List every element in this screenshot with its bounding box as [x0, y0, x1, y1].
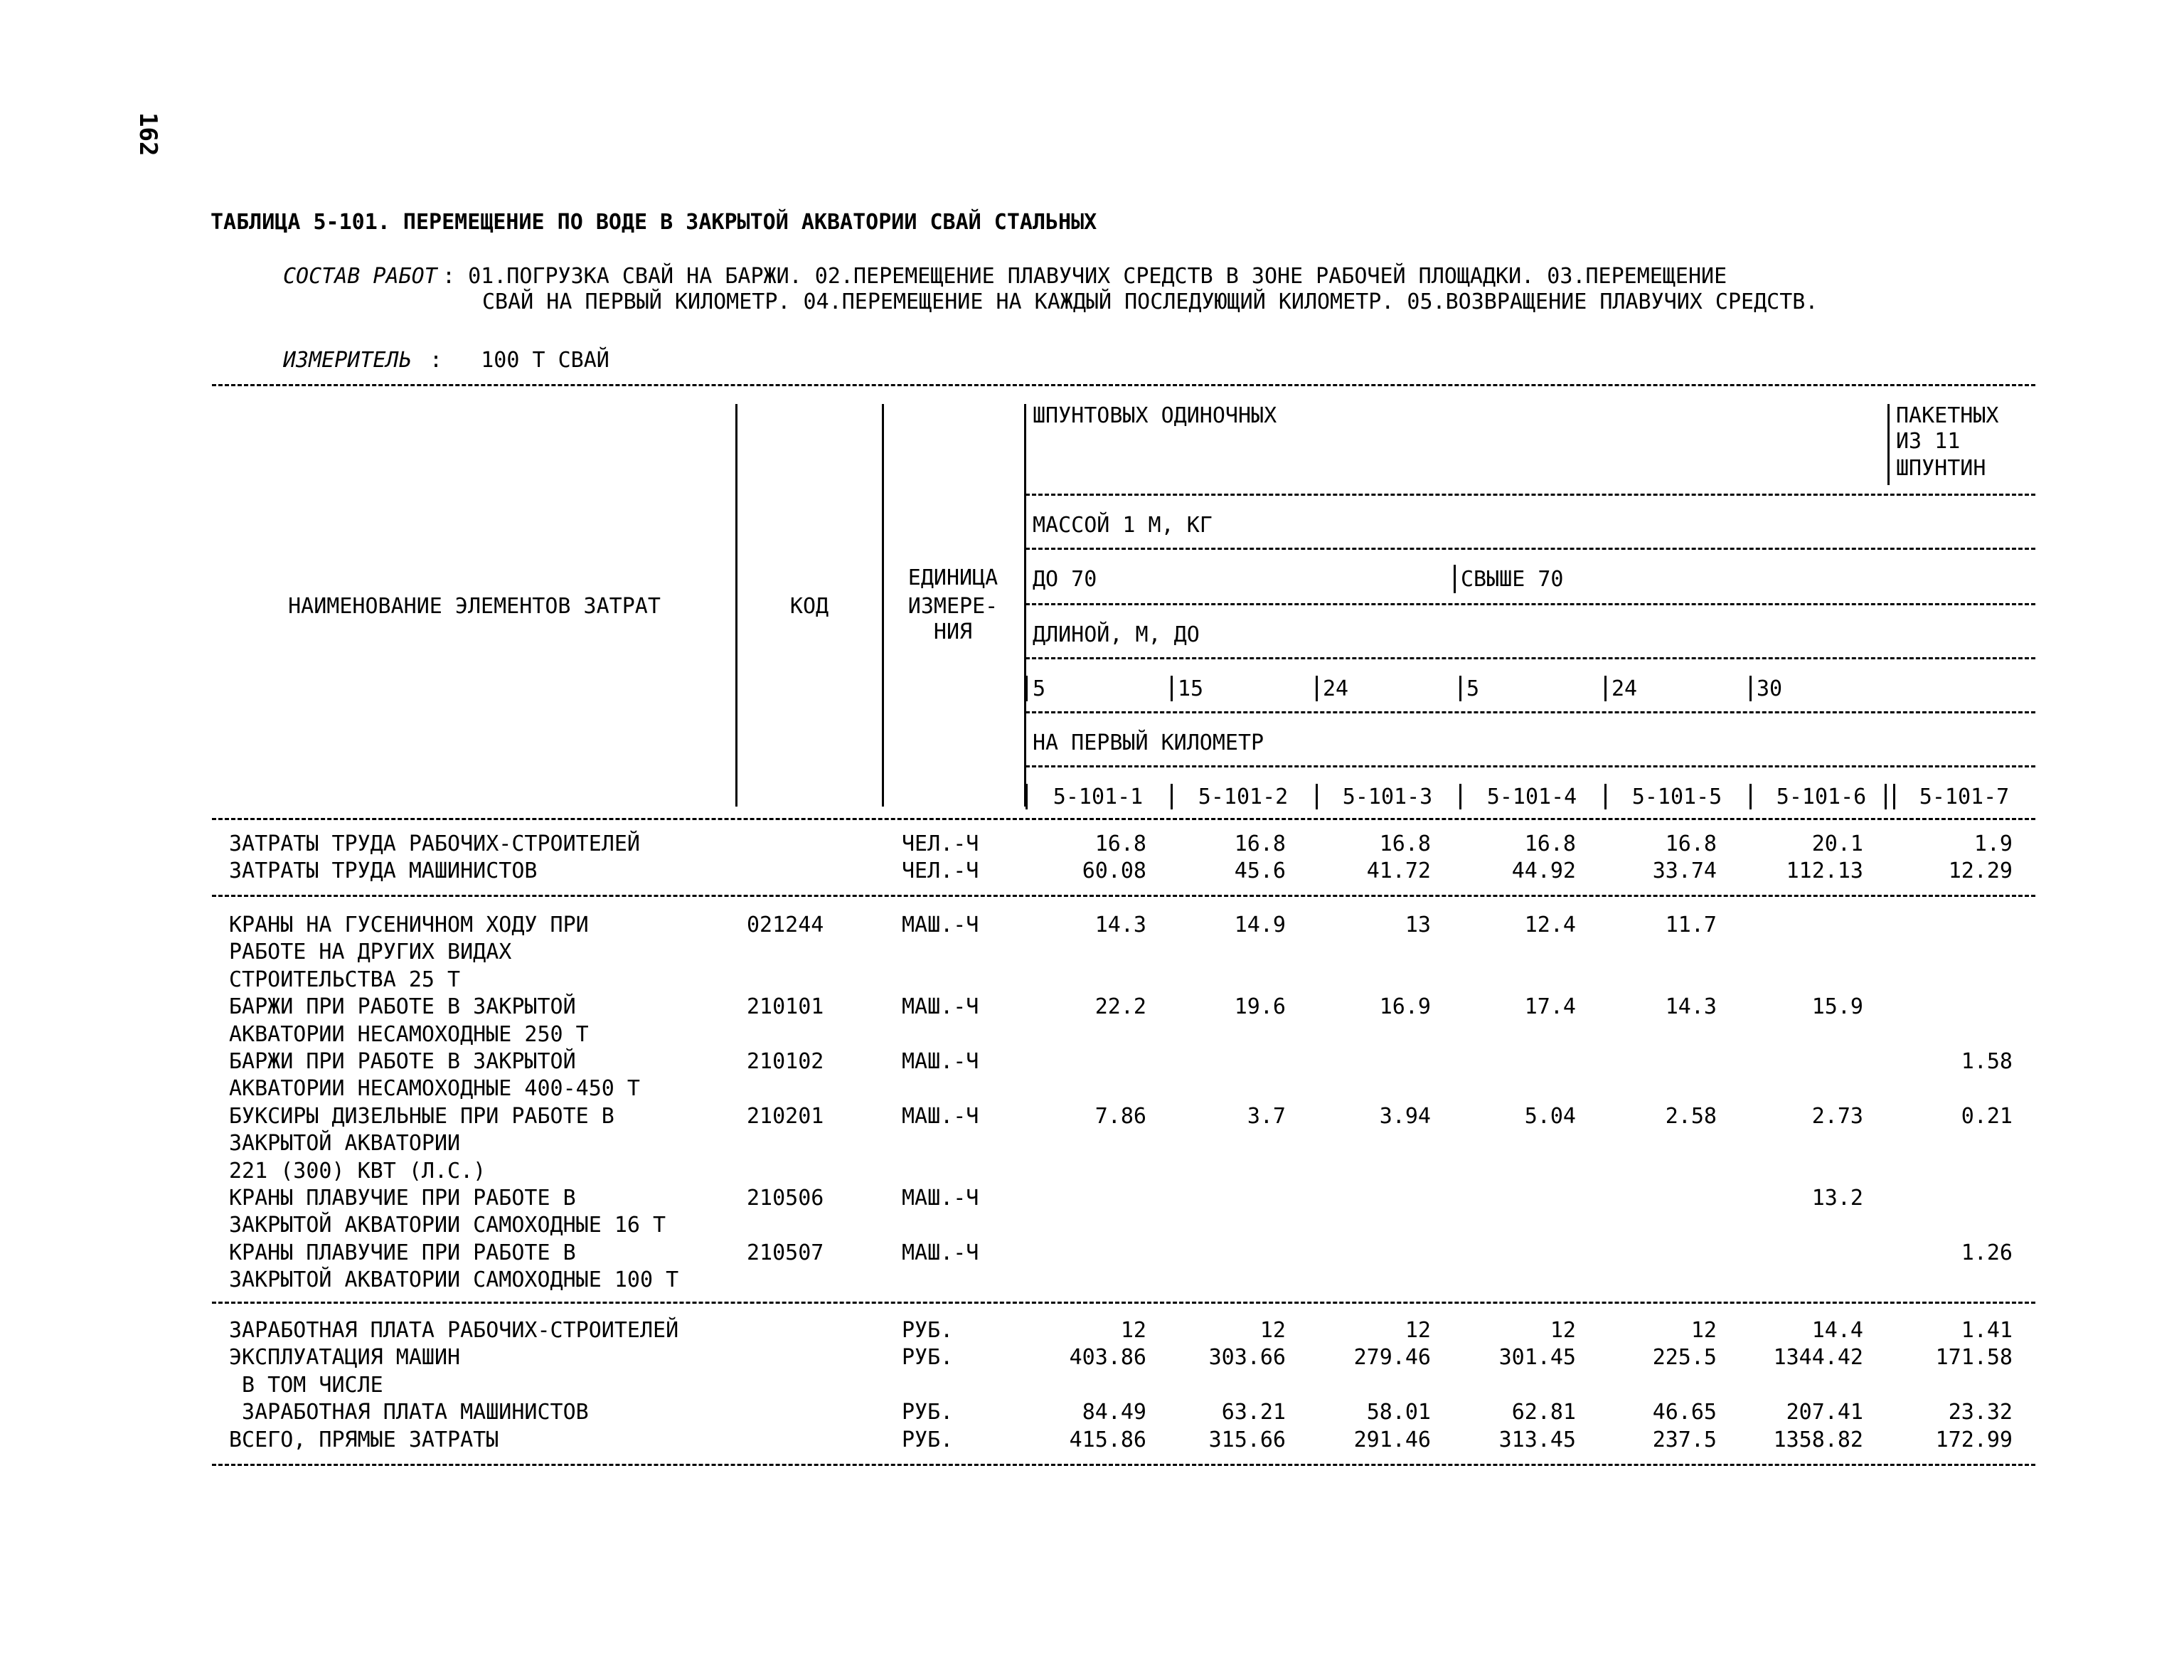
row-value: 172.99 — [1935, 1427, 2013, 1452]
row-value: 19.6 — [1234, 994, 1286, 1020]
row-code: 210201 — [747, 1103, 824, 1129]
header-group-packet-2: ИЗ 11 — [1896, 429, 1961, 454]
header-code-col: КОД — [789, 594, 829, 619]
row-value: 1.41 — [1961, 1318, 2013, 1343]
column-divider-unit — [1024, 404, 1026, 807]
row-value: 16.8 — [1524, 831, 1576, 856]
header-rule-4 — [1026, 657, 2035, 659]
length-cell: 30 — [1757, 676, 1783, 701]
length-divider — [1459, 676, 1461, 701]
code-divider — [1316, 784, 1318, 809]
row-value: 84.49 — [1082, 1400, 1146, 1425]
row-value: 2.73 — [1811, 1103, 1863, 1129]
row-name-line: БУКСИРЫ ДИЗЕЛЬНЫЕ ПРИ РАБОТЕ В — [229, 1103, 614, 1129]
header-unit-line-3: НИЯ — [933, 620, 973, 644]
row-value: 44.92 — [1511, 858, 1576, 884]
row-value: 279.46 — [1353, 1345, 1431, 1371]
row-name-line: КРАНЫ ПЛАВУЧИЕ ПРИ РАБОТЕ В — [229, 1186, 576, 1211]
header-length: ДЛИНОЙ, М, ДО — [1033, 622, 1200, 647]
header-rule-2 — [1026, 548, 2035, 550]
row-unit: МАШ.-Ч — [902, 1049, 979, 1074]
length-cell: 5 — [1466, 676, 1480, 701]
length-divider — [1026, 676, 1028, 701]
length-divider — [1171, 676, 1173, 701]
row-unit: МАШ.-Ч — [902, 994, 979, 1020]
header-group-packet-1: ПАКЕТНЫХ — [1896, 403, 1999, 428]
code-cell: 5-101-4 — [1486, 785, 1577, 809]
row-value: 1.26 — [1961, 1240, 2013, 1265]
row-value: 12 — [1405, 1318, 1431, 1343]
code-cell: 5-101-5 — [1631, 785, 1722, 809]
length-cell: 24 — [1612, 676, 1638, 701]
row-value: 45.6 — [1234, 858, 1286, 884]
row-value: 315.66 — [1208, 1427, 1286, 1452]
code-cell: 5-101-1 — [1053, 785, 1144, 809]
header-group-packet-3: ШПУНТИН — [1896, 456, 1986, 481]
row-value: 291.46 — [1353, 1427, 1431, 1452]
row-value: 11.7 — [1665, 913, 1717, 937]
header-name-col: НАИМЕНОВАНИЕ ЭЛЕМЕНТОВ ЗАТРАТ — [288, 594, 661, 619]
row-value: 313.45 — [1498, 1427, 1576, 1452]
column-divider-packet — [1887, 404, 1890, 485]
header-unit-line-1: ЕДИНИЦА — [907, 565, 998, 590]
row-name-line: ЗАТРАТЫ ТРУДА МАШИНИСТОВ — [229, 858, 538, 884]
work-label: СОСТАВ РАБОТ — [283, 264, 437, 289]
row-name-line: РАБОТЕ НА ДРУГИХ ВИДАХ — [229, 940, 512, 965]
row-name-line: БАРЖИ ПРИ РАБОТЕ В ЗАКРЫТОЙ — [229, 994, 576, 1020]
row-value: 225.5 — [1652, 1345, 1717, 1371]
row-value: 403.86 — [1069, 1345, 1146, 1371]
row-value: 16.9 — [1379, 994, 1431, 1020]
row-value: 14.3 — [1665, 994, 1717, 1020]
code-divider — [1171, 784, 1173, 809]
column-divider-over70 — [1454, 565, 1456, 593]
code-divider — [1026, 784, 1028, 809]
table-title: ТАБЛИЦА 5-101. ПЕРЕМЕЩЕНИЕ ПО ВОДЕ В ЗАКРЫТОЙ АКВАТОРИИ СВАЙ СТАЛЬНЫХ — [211, 210, 1097, 235]
row-value: 5.04 — [1524, 1103, 1576, 1129]
row-value: 415.86 — [1069, 1427, 1146, 1452]
row-value: 14.4 — [1811, 1318, 1863, 1343]
row-value: 63.21 — [1221, 1400, 1286, 1425]
header-rule-bottom — [212, 818, 2035, 820]
length-divider — [1749, 676, 1752, 701]
row-value: 1358.82 — [1773, 1427, 1863, 1452]
length-cell: 24 — [1323, 676, 1349, 701]
row-value: 0.21 — [1961, 1103, 2013, 1129]
code-divider — [1459, 784, 1461, 809]
row-value: 1.58 — [1961, 1049, 2013, 1074]
row-name-line: КРАНЫ НА ГУСЕНИЧНОМ ХОДУ ПРИ — [229, 913, 589, 937]
row-value: 12 — [1690, 1318, 1717, 1343]
row-name-line: ВСЕГО, ПРЯМЫЕ ЗАТРАТЫ — [229, 1427, 499, 1452]
header-rule-5 — [1026, 711, 2035, 713]
row-value: 171.58 — [1935, 1345, 2013, 1371]
section-rule-1 — [212, 895, 2035, 897]
row-value: 2.58 — [1665, 1103, 1717, 1129]
row-value: 112.13 — [1786, 858, 1863, 884]
row-unit: МАШ.-Ч — [902, 913, 979, 937]
row-name-line: 221 (300) КВТ (Л.С.) — [229, 1158, 486, 1184]
length-divider — [1604, 676, 1607, 701]
row-value: 3.7 — [1247, 1103, 1286, 1129]
row-value: 303.66 — [1208, 1345, 1286, 1371]
row-code: 210101 — [747, 994, 824, 1020]
header-rule-1 — [1026, 494, 2035, 496]
row-code: 021244 — [747, 913, 824, 937]
row-value: 16.8 — [1665, 831, 1717, 856]
header-mass: МАССОЙ 1 М, КГ — [1033, 513, 1213, 538]
row-value: 12 — [1259, 1318, 1286, 1343]
row-value: 12 — [1550, 1318, 1576, 1343]
row-value: 41.72 — [1366, 858, 1431, 884]
code-cell: 5-101-3 — [1342, 785, 1433, 809]
table-rule-bottom — [212, 1464, 2035, 1466]
row-value: 12.29 — [1948, 858, 2013, 884]
row-unit: МАШ.-Ч — [902, 1240, 979, 1265]
code-cell: 5-101-6 — [1776, 785, 1867, 809]
row-value: 16.8 — [1094, 831, 1146, 856]
row-unit: ЧЕЛ.-Ч — [902, 858, 979, 884]
row-unit: РУБ. — [902, 1427, 954, 1452]
row-unit: ЧЕЛ.-Ч — [902, 831, 979, 856]
row-name-line: В ТОМ ЧИСЛЕ — [229, 1372, 383, 1398]
header-group-single: ШПУНТОВЫХ ОДИНОЧНЫХ — [1033, 403, 1277, 428]
row-code: 210507 — [747, 1240, 824, 1265]
code-divider — [1604, 784, 1607, 809]
meter-label: ИЗМЕРИТЕЛЬ — [283, 348, 412, 373]
work-line-1: : 01.ПОГРУЗКА СВАЙ НА БАРЖИ. 02.ПЕРЕМЕЩЕНИЕ ПЛАВУЧИХ СРЕДСТВ В ЗОНЕ РАБОЧЕЙ ПЛОЩАДКИ. 03.ПЕРЕМЕЩЕНИЕ — [442, 264, 1727, 289]
row-value: 62.81 — [1511, 1400, 1576, 1425]
code-divider — [1893, 784, 1895, 809]
row-value: 1.9 — [1973, 831, 2013, 856]
row-value: 13.2 — [1811, 1186, 1863, 1211]
row-value: 33.74 — [1652, 858, 1717, 884]
row-name-line: ЭКСПЛУАТАЦИЯ МАШИН — [229, 1345, 461, 1371]
header-over70: СВЫШЕ 70 — [1461, 567, 1564, 592]
row-name-line: АКВАТОРИИ НЕСАМОХОДНЫЕ 250 Т — [229, 1021, 589, 1047]
row-code: 210506 — [747, 1186, 824, 1211]
header-rule-6 — [1026, 765, 2035, 767]
row-value: 301.45 — [1498, 1345, 1576, 1371]
row-unit: РУБ. — [902, 1400, 954, 1425]
row-name-line: АКВАТОРИИ НЕСАМОХОДНЫЕ 400-450 Т — [229, 1076, 640, 1102]
row-value: 16.8 — [1379, 831, 1431, 856]
row-name-line: ЗАРАБОТНАЯ ПЛАТА РАБОЧИХ-СТРОИТЕЛЕЙ — [229, 1318, 679, 1343]
length-divider — [1316, 676, 1318, 701]
row-name-line: СТРОИТЕЛЬСТВА 25 Т — [229, 967, 461, 992]
row-value: 237.5 — [1652, 1427, 1717, 1452]
row-value: 22.2 — [1094, 994, 1146, 1020]
row-value: 23.32 — [1948, 1400, 2013, 1425]
row-value: 14.3 — [1094, 913, 1146, 937]
row-code: 210102 — [747, 1049, 824, 1074]
row-name-line: БАРЖИ ПРИ РАБОТЕ В ЗАКРЫТОЙ — [229, 1049, 576, 1074]
page-number: 162 — [134, 112, 162, 156]
row-name-line: ЗАКРЫТОЙ АКВАТОРИИ — [229, 1131, 461, 1157]
row-value: 46.65 — [1652, 1400, 1717, 1425]
code-cell: 5-101-7 — [1919, 785, 2010, 809]
row-value: 15.9 — [1811, 994, 1863, 1020]
row-value: 14.9 — [1234, 913, 1286, 937]
table-rule-top — [212, 384, 2035, 386]
section-rule-2 — [212, 1302, 2035, 1304]
row-value: 17.4 — [1524, 994, 1576, 1020]
row-value: 58.01 — [1366, 1400, 1431, 1425]
row-value: 12.4 — [1524, 913, 1576, 937]
row-value: 1344.42 — [1773, 1345, 1863, 1371]
row-name-line: ЗАКРЫТОЙ АКВАТОРИИ САМОХОДНЫЕ 100 Т — [229, 1267, 679, 1293]
row-value: 60.08 — [1082, 858, 1146, 884]
row-name-line: КРАНЫ ПЛАВУЧИЕ ПРИ РАБОТЕ В — [229, 1240, 576, 1265]
header-unit-line-2: ИЗМЕРЕ- — [907, 594, 998, 619]
work-line-2: СВАЙ НА ПЕРВЫЙ КИЛОМЕТР. 04.ПЕРЕМЕЩЕНИЕ НА КАЖДЫЙ ПОСЛЕДУЮЩИЙ КИЛОМЕТР. 05.ВОЗВРАЩЕНИЕ ПЛАВУЧИХ СРЕДСТВ. — [482, 289, 1818, 314]
header-first-km: НА ПЕРВЫЙ КИЛОМЕТР — [1033, 730, 1264, 755]
meter-value: : 100 Т СВАЙ — [430, 348, 609, 373]
code-divider — [1749, 784, 1752, 809]
length-cell: 15 — [1178, 676, 1204, 701]
row-value: 7.86 — [1094, 1103, 1146, 1129]
row-unit: МАШ.-Ч — [902, 1103, 979, 1129]
code-cell: 5-101-2 — [1198, 785, 1289, 809]
row-unit: РУБ. — [902, 1345, 954, 1371]
row-value: 3.94 — [1379, 1103, 1431, 1129]
row-name-line: ЗАРАБОТНАЯ ПЛАТА МАШИНИСТОВ — [229, 1400, 589, 1425]
row-value: 13 — [1405, 913, 1431, 937]
row-unit: МАШ.-Ч — [902, 1186, 979, 1211]
row-unit: РУБ. — [902, 1318, 954, 1343]
code-divider — [1885, 784, 1887, 809]
row-value: 20.1 — [1811, 831, 1863, 856]
row-value: 207.41 — [1786, 1400, 1863, 1425]
row-value: 16.8 — [1234, 831, 1286, 856]
row-name-line: ЗАТРАТЫ ТРУДА РАБОЧИХ-СТРОИТЕЛЕЙ — [229, 831, 640, 856]
header-upto70: ДО 70 — [1033, 567, 1097, 592]
length-cell: 5 — [1033, 676, 1046, 701]
row-value: 12 — [1120, 1318, 1146, 1343]
header-rule-3 — [1026, 603, 2035, 605]
row-name-line: ЗАКРЫТОЙ АКВАТОРИИ САМОХОДНЫЕ 16 Т — [229, 1213, 666, 1238]
